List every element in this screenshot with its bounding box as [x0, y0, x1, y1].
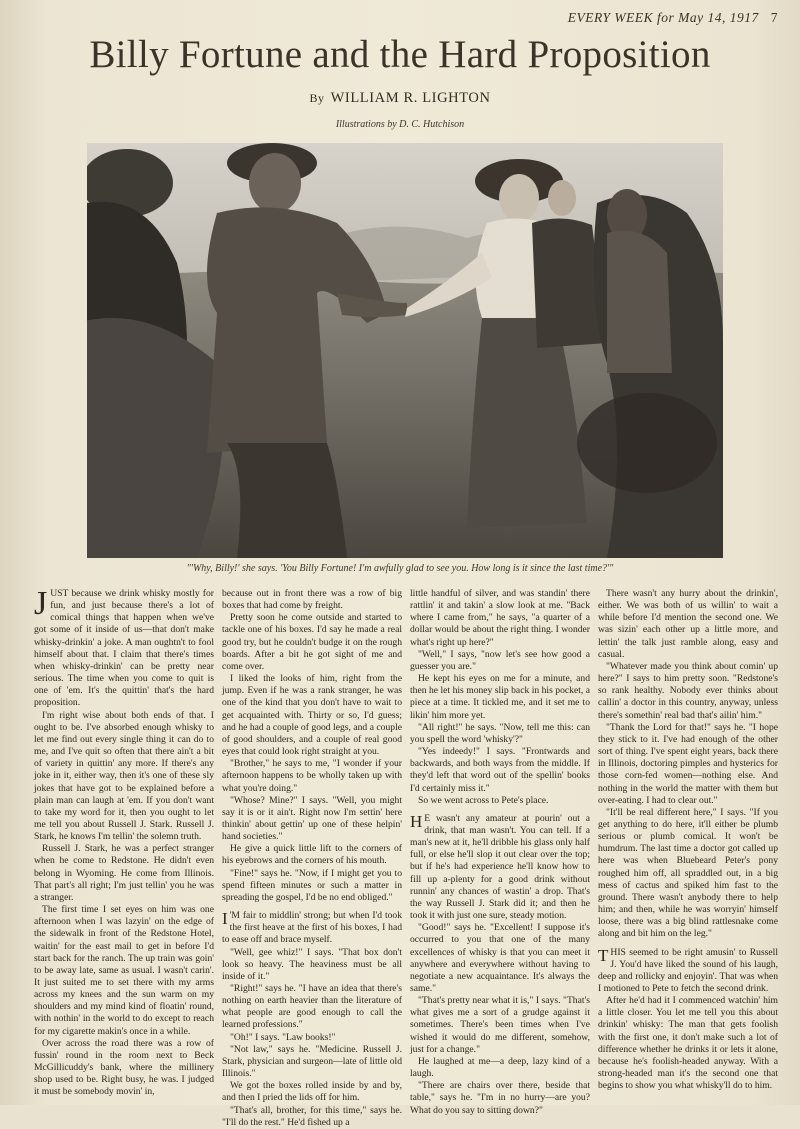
paragraph: He kept his eyes on me for a minute, and then he let his money slip back in his pocket, a piece at a time. It tickled me, and it set me to likin' him more yet. — [410, 673, 590, 721]
section-initial: T — [598, 945, 609, 965]
paragraph: "Oh!" I says. "Law books!" — [230, 1031, 336, 1043]
column-2 — [222, 588, 402, 1129]
paragraph: "Fine!" says he. "Now, if I might get you to spend fifteen minutes or such a matter in spreading the gospel, I'd be no end obliged." — [222, 867, 402, 903]
paragraph: "That's all, brother, for this time," says he. "I'll do the rest." He'd fished up a — [222, 1104, 402, 1128]
paragraph: "There are chairs over there, beside that table," says he. "I'm in no hurry—are you? What do you say to sitting down?" — [410, 1080, 590, 1116]
paragraph: little handful of silver, and was standin' there rattlin' it and takin' a slow look at me. "Back where I came from," he says, "a quarter of a dollar would be about the right thing. I wonder what's right up here?" — [410, 588, 590, 648]
magazine-date: EVERY WEEK for May 14, 1917 — [567, 10, 759, 25]
paragraph: "Thank the Lord for that!" says he. "I hope they stick to it. I've had enough of the other sort of thing. I've spent eight years, back there in Illinois, doctoring pimples and hysterics for those corn-fed women—nothing else. And nothing in the world the matter with them but over-eating. I had to clear out." — [598, 721, 778, 806]
paragraph: because out in front there was a row of big boxes that had come by freight. — [222, 588, 402, 612]
column-1 — [34, 585, 214, 1099]
paragraph: Over across the road there was a row of fussin' round in the room next to Beck McGillicuddy's bank, where the millinery shop used to be. Right busy, he was. I judged it must be somebody movin' in, — [34, 1037, 214, 1098]
running-head — [568, 10, 778, 26]
paragraph: "All right!" he says. "Now, tell me this: can you spell the word 'whisky'?" — [410, 721, 590, 745]
paragraph — [34, 585, 214, 710]
paragraph: "Whatever made you think about comin' up here?" I says to him pretty soon. "Redstone's so rank healthy. Nobody ever thinks about callin' a doctor in this country, anyway, unless there's somethin' real bad that's ailin' him." — [598, 660, 778, 721]
paragraph — [222, 910, 402, 946]
paragraph: "That's pretty near what it is," I says. "That's what gives me a sort of a grudge against it sometimes. There's been times when I've wished it would do me different, somehow, just for a change." — [410, 995, 590, 1055]
paragraph: "Whose? Mine?" I says. "Well, you might say it is or it ain't. Right now I'm settin' here thinkin' about gettin' up one of these helpin' hand societies." — [222, 794, 402, 843]
paragraph: "Yes indeedy!" I says. "Frontwards and backwards, and both ways from the middle. If they'd left that word out of the spellin' books I'd certainly miss it." — [410, 746, 590, 794]
paragraph: "Not law," says he. "Medicine. Russell J. Stark, physician and surgeon—late of little old Illinois." — [222, 1043, 402, 1080]
byline-prefix: By — [309, 91, 325, 105]
paragraph — [410, 813, 590, 922]
paragraph-text: UST because we drink whisky mostly for fun, and just because there's a lot of comical things that happen when we've got some of it inside of us—that don't make whisky-drinkin' a joke. A man oughtn't to fool himself about that. I claim that there's times when whisky-drinkin' can be pretty near serious. The time when you come to quit is one of 'em. It's the quittin' that's the hard proposition. — [34, 588, 214, 709]
page-number: 7 — [770, 10, 778, 25]
section-initial: H — [410, 811, 423, 831]
article-title: Billy Fortune and the Hard Proposition — [89, 33, 711, 76]
paragraph — [598, 947, 778, 996]
section-initial: I — [222, 909, 228, 929]
illustration-caption: "'Why, Billy!' she says. 'You Billy Fortune! I'm awfully glad to see you. How long is it since the last time?'" — [186, 563, 614, 574]
author-name: WILLIAM R. LIGHTON — [330, 90, 491, 106]
paragraph: "Well," I says, "now let's see how good a guesser you are." — [410, 648, 590, 672]
paragraph: "Well, gee whiz!" I says. "That box don't look so heavy. The heaviness must be all inside of it." — [222, 946, 402, 982]
paragraph: There wasn't any hurry about the drinkin', either. We was both of us willin' to wait a while before I'd mention the second one. We was sizin' each other up a little more, and lettin' the talk just ramble along, easy and casual. — [598, 588, 778, 660]
paragraph: Russell J. Stark, he was a perfect stranger when he come to Redstone. He didn't even belong in Wyoming. He come from Illinois. That part's all right; I'm just tellin' you he was a stranger. — [34, 843, 214, 903]
paragraph: I liked the looks of him, right from the jump. Even if he was a rank stranger, he was one of the kind that you don't have to wait to get acquainted with. Thirty or so, I'd guess; and he had a couple of good legs, and a couple of good shoulders, and a couple of real good eyes that could look right straight at you. — [222, 673, 402, 758]
illustration — [87, 143, 723, 558]
paragraph: We got the boxes rolled inside by and by, and then I pried the lids off for him. — [222, 1080, 402, 1104]
illustrations-credit: Illustrations by D. C. Hutchison — [335, 119, 465, 130]
paragraph: "It'll be real different here," I says. "If you get anything to do here, it'll either be plumb serious or plumb comical. It won't be humdrum. The last time a doctor got called up here was when Bluebeard Peter's pony roughed him off, all spraddled out, in a big mess of cactus and spiked him fast to the ground. There wasn't anybody there to help him; and then, while he was worryin' himself loose, there was a big blind rattlesnake come along and bit him on the leg." — [598, 806, 778, 940]
paragraph-text: E wasn't any amateur at pourin' out a drink, that man wasn't. You can tell. If a man's new at it, he'll dribble his glass only half full, or else he'll slop it out clear over the top; but if he's had experience he'll know how to fill up a-plenty for a good drink without runnin' any chances of wastin' a drop. That's the way Russell J. Stark did it; and then he took it with just one sure, steady motion. — [410, 812, 590, 922]
paragraph: Pretty soon he come outside and started to tackle one of his boxes. I'd say he made a real good try, but he couldn't budge it on the rough boards. After a bit he got sight of me and come over. — [222, 612, 402, 672]
drop-cap: J — [34, 585, 48, 622]
column-3 — [410, 588, 590, 1117]
illustration-artwork — [87, 143, 723, 558]
paragraph: So we went across to Pete's place. — [418, 794, 549, 806]
paragraph: "Good!" says he. "Excellent! I suppose it's occurred to you that one of the many excellences of whisky is that you can meet it anywhere and everywhere without having to negotiate a new acquaintance. It's always the same." — [410, 922, 590, 994]
column-4 — [598, 588, 778, 1092]
byline — [0, 90, 800, 107]
paragraph: "Right!" says he. "I have an idea that there's nothing on earth heavier than the literature of what people are good enough to call the learned professions." — [222, 983, 402, 1031]
paragraph: He give a quick little lift to the corners of his eyebrows and the corners of his mouth. — [222, 843, 402, 867]
paragraph: The first time I set eyes on him was one afternoon when I was lazyin' on the edge of the sidewalk in front of the Redstone Hotel, waitin' for the east mail to get in before I'd start back for the ranch. The up train was goin' to be away late, same as usual. I wasn't carin'. It just suited me to set there with my arms across my knees and the sun warm on my shoulders and my mind kind of floatin' round, with nothin' in the world to do except to reach for my cigarette makin's once in a while. — [34, 904, 214, 1037]
paragraph: "Brother," he says to me, "I wonder if your afternoon happens to be wholly taken up with what you're doing." — [222, 758, 402, 794]
paragraph-text: 'M fair to middlin' strong; but when I'd took the first heave at the first of his boxes, I had to ease off and brace myself. — [222, 910, 402, 946]
paragraph-text: HIS seemed to be right amusin' to Russell J. You'd have liked the sound of his laugh, deep and rollicky and enjoyin'. That was when I motioned to Pete to fetch the second drink. — [598, 946, 778, 994]
article-body — [34, 585, 780, 1128]
paragraph: He laughed at me—a deep, lazy kind of a laugh. — [410, 1055, 590, 1080]
paragraph: I'm right wise about both ends of that. I ought to be. I've absorbed enough whisky to let me find out every single thing it can do to me, and I've quit so often that there ain't a bit of variety in quittin' any more. If there's any joke in it, either way, then it's one of these sly jokes that have got to be explained before a plain man can laugh at 'em. If you don't want to take my word for it, then you ought to let me tell you about Russell J. Stark. Russell J. Stark, he knows I'm tellin' the solemn truth. — [34, 709, 214, 843]
paragraph: After he'd had it I commenced watchin' him a little closer. You let me tell you this about drinkin' whisky: The man that gets foolish with the first one, it don't make such a lot of difference whether he drinks it or lets it alone, because he's foolish-headed anyway. With a strong-headed man it's the second one that begins to show you what whisky'll do to him. — [598, 995, 778, 1092]
